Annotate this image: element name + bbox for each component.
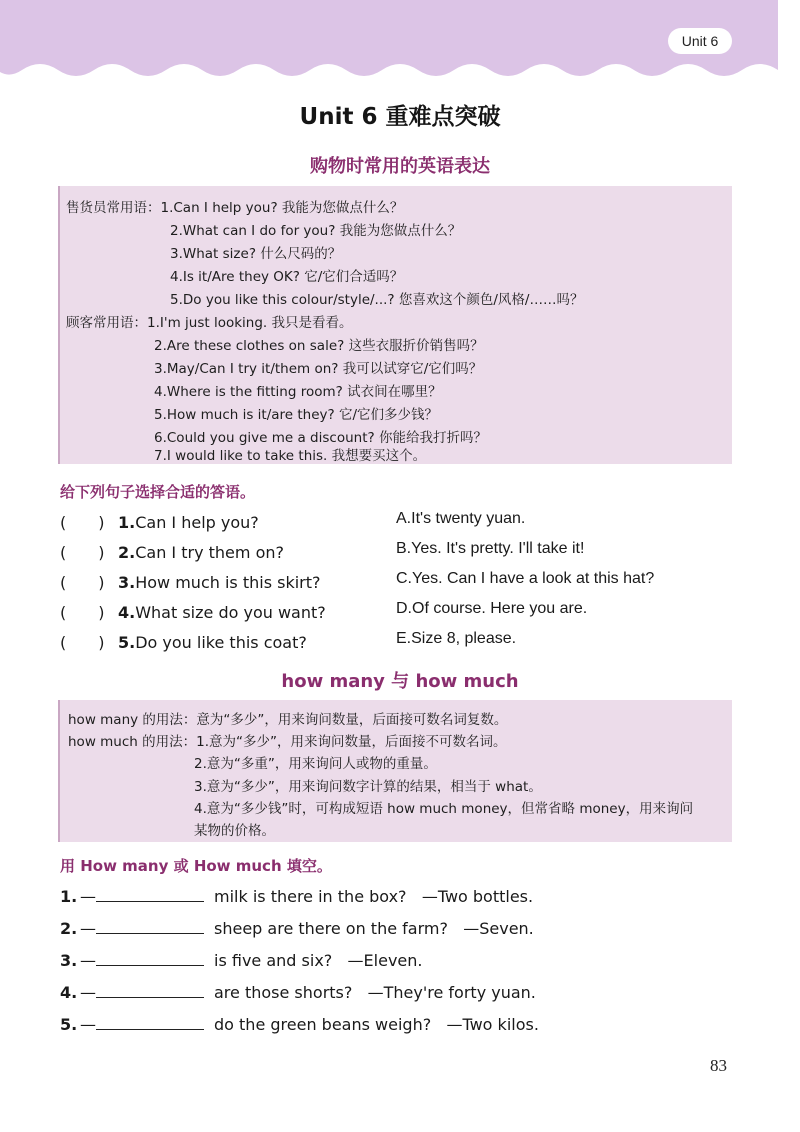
answer-a: A.It's twenty yuan.	[396, 510, 526, 527]
question-2: ( ) 2.Can I try them on?	[60, 543, 284, 562]
fill-item-1: 1. — milk is there in the box? —Two bottles.	[60, 887, 534, 906]
answer-blank[interactable]	[96, 983, 204, 998]
exercise1-title: 给下列句子选择合适的答语。	[60, 483, 256, 501]
answer-blank[interactable]	[96, 951, 204, 966]
answer-blank[interactable]	[96, 887, 204, 902]
page-title: Unit 6 重难点突破	[299, 104, 501, 130]
usage-line: how many 的用法：意为“多少”，用来询问数量，后面接可数名词复数。	[68, 712, 508, 728]
customer-line: 4.Where is the fitting room? 试衣间在哪里？	[154, 384, 442, 400]
customer-line: 5.How much is it/are they? 它/它们多少钱？	[154, 407, 439, 423]
answer-blank[interactable]	[96, 1015, 204, 1030]
question-5: ( ) 5.Do you like this coat?	[60, 633, 307, 652]
question-1: ( ) 1.Can I help you?	[60, 513, 259, 532]
question-4: ( ) 4.What size do you want?	[60, 603, 326, 622]
how-many-much-box	[58, 700, 732, 842]
answer-blank[interactable]	[96, 919, 204, 934]
usage-line: 某物的价格。	[194, 823, 275, 839]
question-3: ( ) 3.How much is this skirt?	[60, 573, 321, 592]
fill-item-4: 4. — are those shorts? —They're forty yuan.	[60, 983, 536, 1002]
answer-e: E.Size 8, please.	[396, 630, 517, 647]
seller-line: 3.What size? 什么尺码的？	[170, 246, 342, 262]
seller-line: 2.What can I do for you? 我能为您做点什么？	[170, 223, 462, 239]
customer-line: 3.May/Can I try it/them on? 我可以试穿它/它们吗？	[154, 361, 483, 377]
fill-item-2: 2. — sheep are there on the farm? —Seven.	[60, 919, 534, 938]
usage-line: how much 的用法：1.意为“多少”，用来询问数量，后面接不可数名词。	[68, 734, 507, 750]
answer-c: C.Yes. Can I have a look at this hat?	[396, 570, 655, 587]
customer-line: 顾客常用语：1.I'm just looking. 我只是看看。	[66, 315, 353, 331]
answer-b: B.Yes. It's pretty. I'll take it!	[396, 540, 585, 557]
usage-line: 3.意为“多少”，用来询问数字计算的结果，相当于 what。	[194, 779, 542, 795]
customer-line: 7.I would like to take this. 我想要买这个。	[154, 448, 427, 464]
usage-line: 4.意为“多少钱”时，可构成短语 how much money，但常省略 money，用来询问	[194, 801, 694, 817]
customer-line: 6.Could you give me a discount? 你能给我打折吗？	[154, 430, 487, 446]
unit-tag: Unit 6	[668, 28, 732, 54]
exercise2-title: 用 How many 或 How much 填空。	[60, 857, 332, 875]
seller-line: 5.Do you like this colour/style/...? 您喜欢这个颜色/风格/……吗？	[170, 292, 584, 308]
usage-line: 2.意为“多重”，用来询问人或物的重量。	[194, 756, 437, 772]
seller-line: 4.Is it/Are they OK? 它/它们合适吗？	[170, 269, 404, 285]
answer-d: D.Of course. Here you are.	[396, 600, 588, 617]
fill-item-3: 3. — is five and six? —Eleven.	[60, 951, 423, 970]
seller-line: 售货员常用语：1.Can I help you? 我能为您做点什么？	[66, 200, 404, 216]
page-number: 83	[710, 1056, 727, 1075]
shopping-expressions-box	[58, 186, 732, 464]
fill-item-5: 5. — do the green beans weigh? —Two kilos.	[60, 1015, 539, 1034]
customer-line: 2.Are these clothes on sale? 这些衣服折价销售吗？	[154, 338, 484, 354]
section-title-how-many-much: how many 与 how much	[281, 671, 519, 692]
section-title-shopping: 购物时常用的英语表达	[310, 156, 490, 177]
